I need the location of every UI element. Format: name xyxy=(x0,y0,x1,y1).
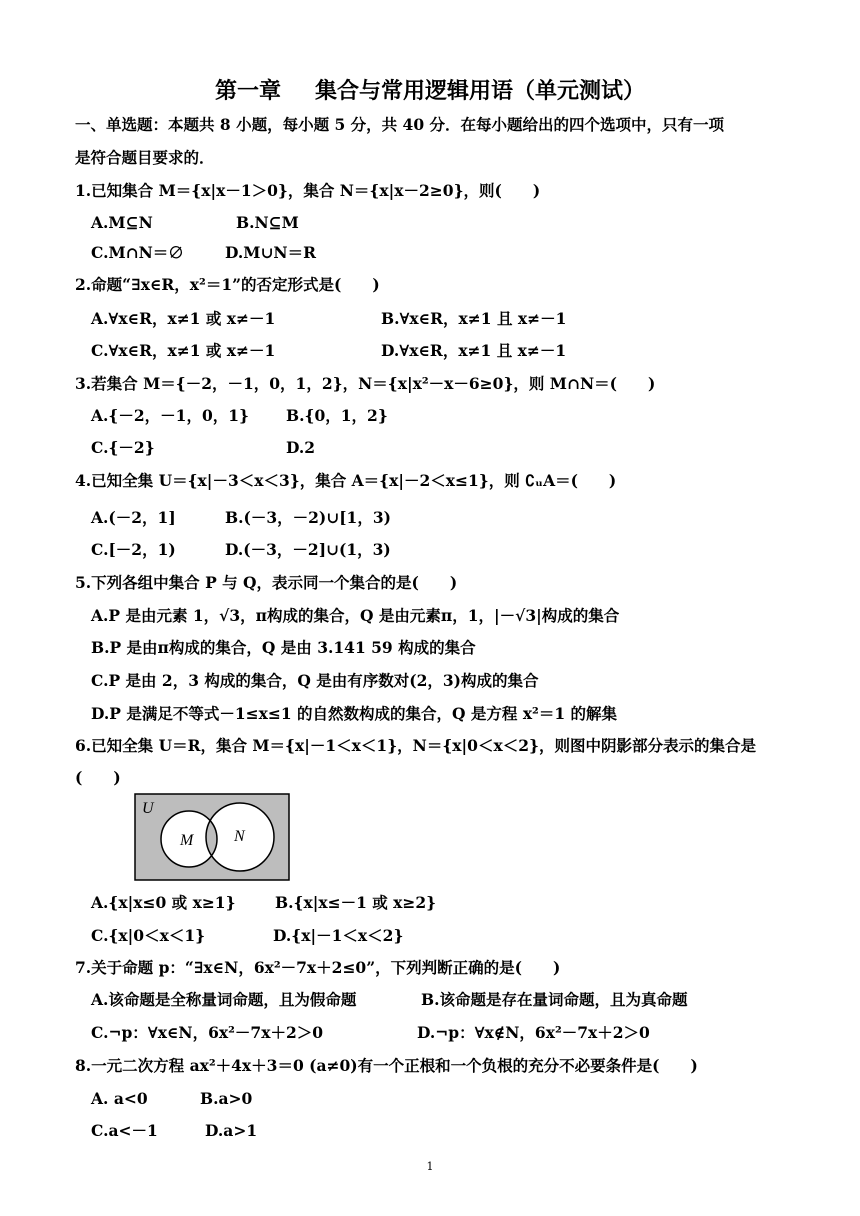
q2-option-c: C.∀x∈R，x≠1 或 x≠－1 xyxy=(91,341,276,360)
universe-label: U xyxy=(142,800,154,817)
question-7-stem: 7.关于命题 p：“∃x∈N，6x²－7x＋2≤0”，下列判断正确的是( ) xyxy=(75,958,561,977)
q7-option-d: D.¬p：∀x∉N，6x²－7x＋2＞0 xyxy=(417,1023,650,1042)
section-instruction-line1: 一、单选题：本题共 8 小题，每小题 5 分，共 40 分．在每小题给出的四个选项中，只有一项 xyxy=(75,115,725,134)
question-6-stem: 6.已知全集 U＝R，集合 M＝{x|－1＜x＜1}，N＝{x|0＜x＜2}，则图中阴影部分表示的集合是 xyxy=(75,736,756,755)
q5-option-c: C.P 是由 2，3 构成的集合，Q 是由有序数对(2，3)构成的集合 xyxy=(91,671,539,690)
venn-diagram xyxy=(134,793,290,881)
q6-option-c: C.{x|0＜x＜1} xyxy=(91,926,206,945)
question-1-stem: 1.已知集合 M＝{x|x－1＞0}，集合 N＝{x|x－2≥0}，则( ) xyxy=(75,181,541,200)
q3-option-c: C.{－2} xyxy=(91,438,155,457)
q1-option-c: C.M∩N＝∅ xyxy=(91,243,184,262)
question-8-stem: 8.一元二次方程 ax²＋4x＋3＝0 (a≠0)有一个正根和一个负根的充分不必要条件是( ) xyxy=(75,1056,698,1075)
page-number: 1 xyxy=(426,1160,434,1173)
set-n-label: N xyxy=(234,828,245,845)
q5-option-a: A.P 是由元素 1，√3，π构成的集合，Q 是由元素π，1，|－√3|构成的集合 xyxy=(91,606,620,625)
chapter-label: 第一章 xyxy=(214,78,281,104)
q1-option-a: A.M⊆N xyxy=(91,213,153,232)
page-title xyxy=(0,74,860,105)
question-3-stem: 3.若集合 M＝{－2，－1，0，1，2}，N＝{x|x²－x－6≥0}，则 M∩N＝( ) xyxy=(75,374,656,393)
q8-option-d: D.a>1 xyxy=(205,1121,258,1140)
question-6-stem-cont: ( ) xyxy=(75,768,121,787)
q3-option-b: B.{0，1，2} xyxy=(286,406,388,425)
q7-option-a: A.该命题是全称量词命题，且为假命题 xyxy=(91,990,357,1009)
q4-option-d: D.(－3，－2]∪(1，3) xyxy=(225,540,391,559)
question-4-stem: 4.已知全集 U＝{x|－3＜x＜3}，集合 A＝{x|－2＜x≤1}，则 ∁ᵤA＝( ) xyxy=(75,471,617,490)
q6-option-a: A.{x|x≤0 或 x≥1} xyxy=(91,893,236,912)
set-m-label: M xyxy=(180,832,194,849)
q1-option-d: D.M∪N＝R xyxy=(225,243,316,262)
q8-option-b: B.a>0 xyxy=(200,1089,253,1108)
q8-option-c: C.a<－1 xyxy=(91,1121,158,1140)
q4-option-c: C.[－2，1) xyxy=(91,540,176,559)
q4-option-b: B.(－3，－2)∪[1，3) xyxy=(225,508,391,527)
q2-option-a: A.∀x∈R，x≠1 或 x≠－1 xyxy=(91,309,276,328)
q5-option-b: B.P 是由π构成的集合，Q 是由 3.141 59 构成的集合 xyxy=(91,638,476,657)
section-instruction-line2: 是符合题目要求的． xyxy=(75,148,215,167)
chapter-name: 集合与常用逻辑用语（单元测试） xyxy=(315,78,646,104)
q3-option-a: A.{－2，－1，0，1} xyxy=(91,406,249,425)
q1-option-b: B.N⊆M xyxy=(236,213,299,232)
q3-option-d: D.2 xyxy=(286,438,316,457)
q7-option-c: C.¬p：∀x∈N，6x²－7x＋2＞0 xyxy=(91,1023,324,1042)
q6-option-b: B.{x|x≤－1 或 x≥2} xyxy=(275,893,437,912)
q7-option-b: B.该命题是存在量词命题，且为真命题 xyxy=(421,990,688,1009)
question-2-stem: 2.命题“∃x∈R，x²＝1”的否定形式是( ) xyxy=(75,275,380,294)
q2-option-b: B.∀x∈R，x≠1 且 x≠－1 xyxy=(381,309,567,328)
question-5-stem: 5.下列各组中集合 P 与 Q，表示同一个集合的是( ) xyxy=(75,573,458,592)
q8-option-a: A. a<0 xyxy=(91,1089,148,1108)
q5-option-d: D.P 是满足不等式－1≤x≤1 的自然数构成的集合，Q 是方程 x²＝1 的解集 xyxy=(91,704,618,723)
q2-option-d: D.∀x∈R，x≠1 且 x≠－1 xyxy=(381,341,567,360)
q4-option-a: A.(－2，1] xyxy=(91,508,176,527)
q6-option-d: D.{x|－1＜x＜2} xyxy=(273,926,404,945)
